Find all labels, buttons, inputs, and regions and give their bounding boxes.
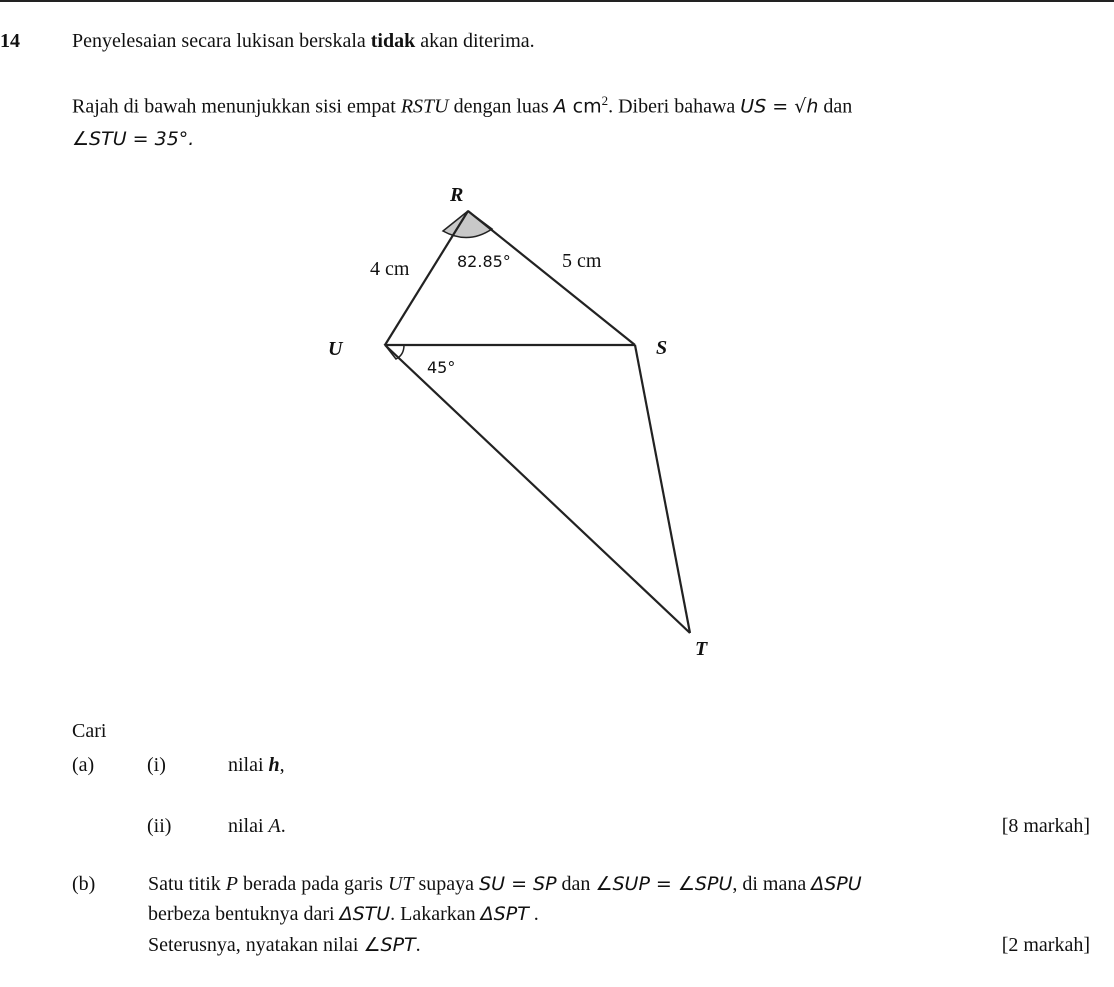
intro-text: dan xyxy=(818,95,853,118)
side-rs xyxy=(468,211,635,345)
instruction-line xyxy=(72,30,535,53)
part-a-ii-label: (ii) xyxy=(147,815,172,837)
part-b-line-1 xyxy=(148,873,862,896)
part-a-i-post: , xyxy=(279,754,285,776)
angle-stu: ∠STU = 35°. xyxy=(72,128,195,150)
intro-text: dengan luas xyxy=(448,95,554,118)
area-exponent: 2 xyxy=(601,93,609,108)
point-u: U xyxy=(328,338,343,360)
part-b-text: , di mana xyxy=(732,873,812,895)
part-b-line-3 xyxy=(148,934,421,957)
su-sp-equation: SU = SP xyxy=(479,873,557,895)
point-p-ref: P xyxy=(225,873,239,895)
part-a-i-label: (i) xyxy=(147,754,166,776)
triangle-spu: ΔSPU xyxy=(811,873,862,895)
part-b-text: supaya xyxy=(413,873,480,895)
part-a-i-var: h xyxy=(268,754,280,776)
length-ur: 4 cm xyxy=(370,258,410,280)
part-a-ii-pre: nilai xyxy=(228,815,269,837)
part-b-text: Seterusnya, nyatakan nilai xyxy=(148,934,364,956)
top-rule xyxy=(0,0,1114,2)
length-rs: 5 cm xyxy=(562,250,602,272)
intro-line-2 xyxy=(72,128,194,151)
part-b-text: . Lakarkan xyxy=(390,903,481,925)
intro-text: . Diberi bahawa xyxy=(608,95,741,118)
part-b-line-2 xyxy=(148,903,539,926)
part-a-marks: [8 markah] xyxy=(1001,815,1090,837)
part-a-ii-text xyxy=(228,815,286,838)
part-a-i-text xyxy=(228,754,285,777)
point-t: T xyxy=(695,638,708,660)
part-a-ii-post: . xyxy=(280,815,286,837)
triangle-spt: ΔSPT xyxy=(480,903,529,925)
line-ut-ref: UT xyxy=(387,873,414,895)
angle-spt: ∠SPT xyxy=(363,934,416,956)
part-b-label: (b) xyxy=(72,873,96,895)
angle-r-value: 82.85° xyxy=(457,252,511,271)
instruction-text: Penyelesaian secara lukisan berskala xyxy=(72,30,371,52)
intro-text: Rajah di bawah menunjukkan sisi empat xyxy=(72,95,401,118)
part-b-text: . xyxy=(528,903,539,925)
part-b-text: berbeza bentuknya dari xyxy=(148,903,340,925)
part-a-ii-var: A xyxy=(268,815,281,837)
part-b-text: dan xyxy=(556,873,596,895)
part-b-marks: [2 markah] xyxy=(1001,934,1090,956)
find-heading: Cari xyxy=(72,720,107,742)
instruction-bold: tidak xyxy=(370,30,416,52)
us-equation: US = √h xyxy=(740,95,819,118)
part-b-text: . xyxy=(415,934,421,956)
part-a-i-pre: nilai xyxy=(228,754,269,776)
part-a-label: (a) xyxy=(72,754,95,776)
angle-u-value: 45° xyxy=(427,358,456,377)
triangle-stu: ΔSTU xyxy=(339,903,391,925)
part-b-text: berada pada garis xyxy=(238,873,388,895)
intro-line-1 xyxy=(72,94,852,119)
quadrilateral-diagram xyxy=(300,175,760,675)
question-number: 14 xyxy=(0,30,20,52)
area-variable: A xyxy=(553,95,567,118)
point-r: R xyxy=(450,184,464,206)
instruction-text-end: akan diterima. xyxy=(415,30,535,52)
part-b-text: Satu titik xyxy=(148,873,226,895)
quadrilateral-name: RSTU xyxy=(400,95,449,118)
point-s: S xyxy=(656,337,668,359)
angle-equation: ∠SUP = ∠SPU xyxy=(595,873,733,895)
area-unit: cm xyxy=(566,95,602,118)
